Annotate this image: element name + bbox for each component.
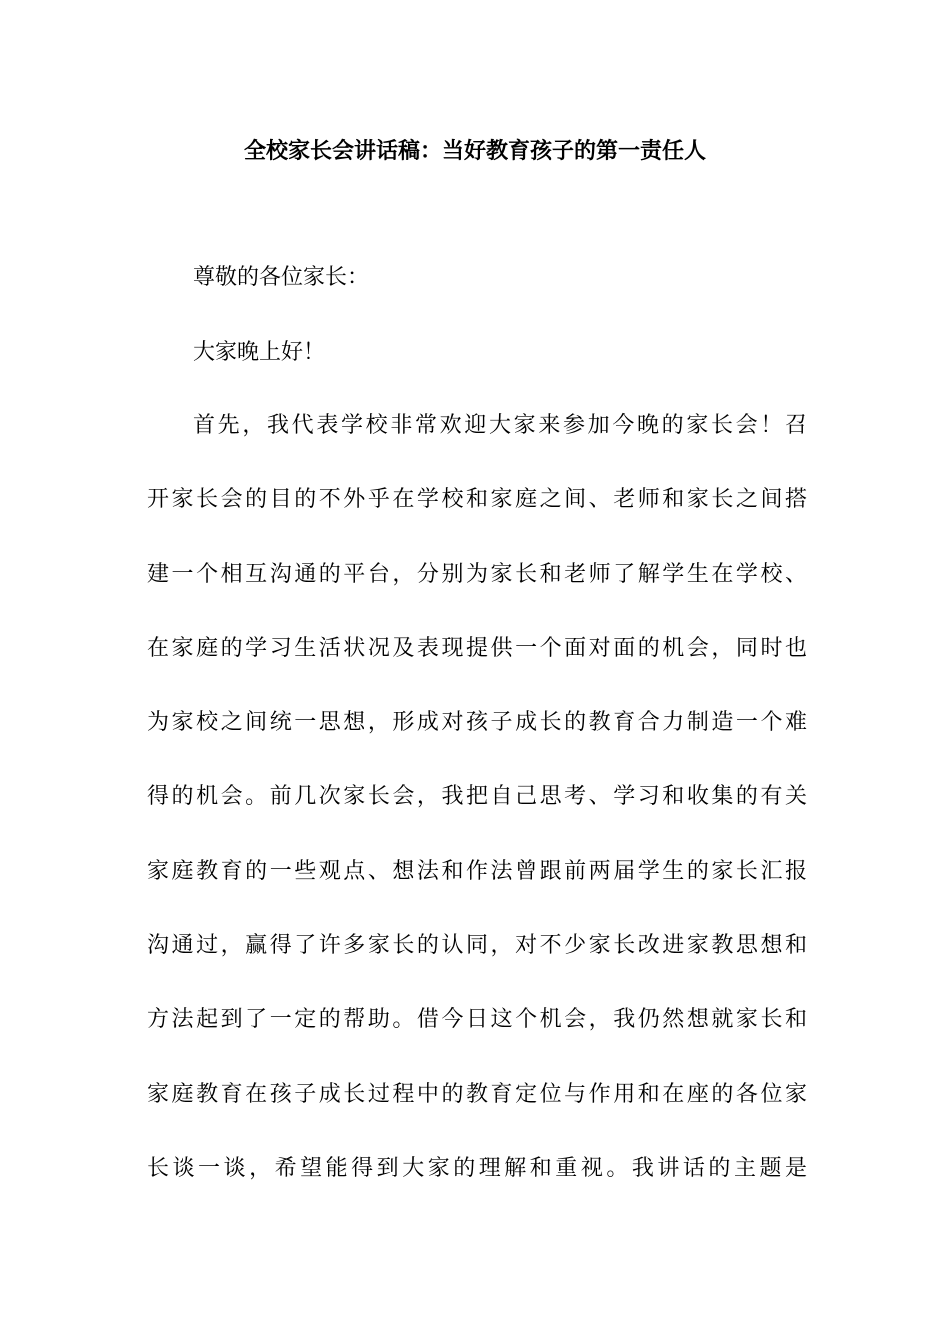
body-line: 沟通过，赢得了许多家长的认同，对不少家长改进家教思想和 (147, 933, 807, 958)
body-line: 得的机会。前几次家长会，我把自己思考、学习和收集的有关 (147, 784, 807, 809)
document-title: 全校家长会讲话稿：当好教育孩子的第一责任人 (243, 139, 706, 164)
salutation: 尊敬的各位家长： (193, 265, 370, 290)
body-line: 首先，我代表学校非常欢迎大家来参加今晚的家长会！召 (193, 413, 807, 438)
body-line: 方法起到了一定的帮助。借今日这个机会，我仍然想就家长和 (147, 1007, 807, 1032)
body-line: 家庭教育在孩子成长过程中的教育定位与作用和在座的各位家 (147, 1082, 807, 1107)
body-line: 在家庭的学习生活状况及表现提供一个面对面的机会，同时也 (147, 636, 807, 661)
body-line: 家庭教育的一些观点、想法和作法曾跟前两届学生的家长汇报 (147, 859, 807, 884)
greeting: 大家晚上好！ (193, 340, 326, 365)
body-line: 为家校之间统一思想，形成对孩子成长的教育合力制造一个难 (147, 710, 807, 735)
body-line: 建一个相互沟通的平台，分别为家长和老师了解学生在学校、 (147, 562, 807, 587)
body-line: 开家长会的目的不外乎在学校和家庭之间、老师和家长之间搭 (147, 487, 807, 512)
body-line: 长谈一谈，希望能得到大家的理解和重视。我讲话的主题是 (147, 1156, 807, 1181)
